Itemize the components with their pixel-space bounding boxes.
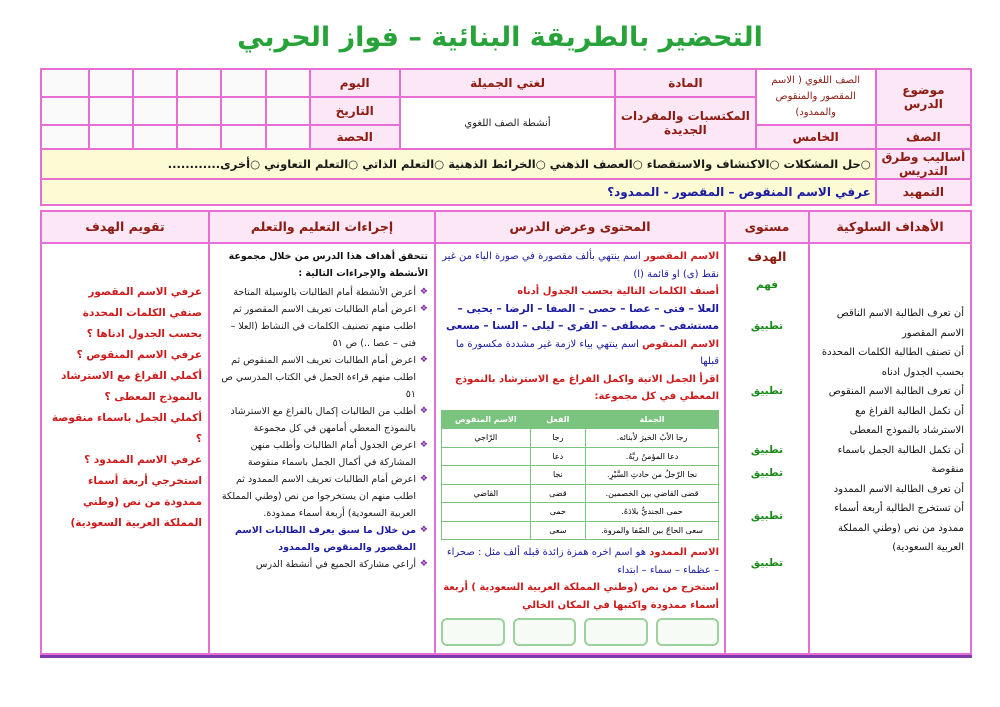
table-row [442, 503, 719, 522]
day-label: اليوم [310, 69, 400, 97]
table-cell[interactable]: القاضي [442, 484, 531, 503]
fill-instruction: اقرأ الجمل الاتية واكمل الفراغ مع الاسترشاد بالنموذج المعطي في كل مجموعة: [454, 373, 719, 402]
level-header: مستوى الهدف [726, 212, 808, 244]
day-cell[interactable] [177, 69, 221, 97]
lesson-header-table [40, 68, 972, 206]
procedure-item: ❖ أعرض الأنشطة أمام الطالبات بالوسيلة المتاحة [216, 284, 428, 301]
subject-value: لغتي الجميلة [400, 69, 615, 97]
table-row [442, 429, 719, 448]
mamdud-term: الاسم الممدود [649, 547, 719, 558]
table-cell: سعى [530, 521, 585, 540]
levels-list [726, 244, 808, 579]
objective-item: أن تعرف الطالبة الاسم الناقص الاسم المقصور [836, 308, 964, 339]
content-body [436, 244, 724, 650]
period-label: الحصة [310, 125, 400, 149]
evaluation-item: أكملي الفراغ مع الاسترشاد بالنموذج المعطى ؟ [61, 370, 202, 403]
skills-value: أنشطة الصف اللغوي [400, 97, 615, 149]
date-cell[interactable] [89, 97, 133, 125]
evaluation-item: صنفي الكلمات المحددة بحسب الجدول ادناها ؟ [82, 307, 202, 340]
manqus-example-table [441, 410, 719, 541]
manqus-definition: اسم ينتهي بياء لازمة غير مشددة مكسورة ما قبلها [455, 338, 719, 367]
procedures-column [208, 212, 434, 653]
table-cell[interactable] [442, 503, 531, 522]
date-cell[interactable] [266, 97, 310, 125]
evaluation-list [42, 244, 208, 540]
answer-box[interactable] [656, 618, 720, 646]
intro-value: عرفي الاسم المنقوص – المقصور - الممدود؟ [41, 179, 876, 205]
date-label: التاريخ [310, 97, 400, 125]
table-cell: دعا [530, 447, 585, 466]
objectives-header: الأهداف السلوكية [810, 212, 970, 244]
objective-item: أن تستخرج الطالبة أربعة أسماء ممدود من نص (وطني المملكة العربية السعودية) [834, 503, 964, 553]
level-item: تطبيق [750, 320, 784, 332]
evaluation-item: استخرجي أربعة أسماء ممدودة من نص (وطني المملكة العربية السعودية) [70, 475, 202, 529]
evaluation-header: تقويم الهدف [42, 212, 208, 244]
table-header: الفعل [530, 410, 585, 429]
grade-label: الصف [876, 125, 971, 149]
table-cell: دعا المؤمنُ ربَّهُ. [586, 447, 719, 466]
evaluation-item: عرفي الاسم المقصور [88, 286, 202, 298]
procedure-item: ❖ من خلال ما سبق يعرف الطالبات الاسم المقصور والمنقوص والممدود [216, 522, 428, 556]
day-cell[interactable] [133, 69, 177, 97]
table-cell[interactable] [442, 521, 531, 540]
subject-label: المادة [615, 69, 755, 97]
day-cell[interactable] [89, 69, 133, 97]
table-cell[interactable] [442, 466, 531, 485]
lesson-body [40, 210, 972, 655]
date-cell[interactable] [133, 97, 177, 125]
period-cell[interactable] [41, 125, 89, 149]
procedure-item: ❖ أطلب من الطالبات إكمال بالفراغ مع الاسترشاد بالنموذج المعطي أمامهن في كل مجموعة [216, 403, 428, 437]
topic-label: موضوع الدرس [876, 69, 971, 125]
table-cell: قضى القاضي بين الخصمين. [586, 484, 719, 503]
answer-box[interactable] [513, 618, 577, 646]
bottom-divider [40, 655, 972, 658]
methods-label: أساليب وطرق التدريس [876, 149, 971, 179]
day-cell[interactable] [41, 69, 89, 97]
table-cell: حمى الجنديُّ بلادَهُ. [586, 503, 719, 522]
procedures-body [210, 244, 434, 577]
objective-item: أن تعرف الطالبة الاسم الممدود [833, 483, 964, 495]
maqsur-term: الاسم المقصور [644, 251, 719, 262]
table-header: الجملة [586, 410, 719, 429]
answer-box[interactable] [441, 618, 505, 646]
date-cell[interactable] [41, 97, 89, 125]
procedure-item: ❖ أراعي مشاركة الجميع في أنشطة الدرس [216, 556, 428, 573]
period-cell[interactable] [221, 125, 265, 149]
level-item: تطبيق [750, 444, 784, 456]
table-header: الاسم المنقوص [442, 410, 531, 429]
manqus-term: الاسم المنقوص [642, 338, 719, 350]
table-cell: رجا [530, 429, 585, 448]
table-cell: رجا الأبُ الخيرَ لأبنائه. [586, 429, 719, 448]
procedure-item: ❖ اعرض أمام الطالبات تعريف الاسم الممدود ثم اطلب منهم ان يستخرجوا من نص (وطني المملكة العربية السعودية) أربعة أسماء ممدودة. [216, 471, 428, 522]
table-cell: سعى الحاجّ بين الصّفا والمروة. [586, 521, 719, 540]
table-cell: نجا الرّجلُ من حادثِ السَّيْرِ. [586, 466, 719, 485]
level-item: فهم [755, 279, 779, 291]
procedure-item: ❖ اعرض الجدول أمام الطالبات وأطلب منهن المشاركة في أكمال الجمل باسماء منقوصة [216, 437, 428, 471]
procedures-header: إجراءات التعليم والتعلم [210, 212, 434, 244]
table-row [442, 466, 719, 485]
maqsur-definition: اسم ينتهي بألف مقصورة في صورة الياء من غير نقط (ى) او قائمة (ا) [442, 251, 719, 280]
date-cell[interactable] [221, 97, 265, 125]
evaluation-column [42, 212, 208, 653]
day-cell[interactable] [266, 69, 310, 97]
table-cell: قضى [530, 484, 585, 503]
period-cell[interactable] [266, 125, 310, 149]
intro-label: التمهيد [876, 179, 971, 205]
answer-box[interactable] [584, 618, 648, 646]
evaluation-item: عرفي الاسم الممدود ؟ [84, 454, 202, 466]
level-column [724, 212, 808, 653]
extract-instruction: استخرج من نص (وطني المملكة العربية السعودية ) أربعة أسماء ممدودة واكتبها في المكان الخالي [443, 582, 719, 611]
word-list: العلا – فتى – عصا – حصى – الصفا – الرضا – يحيى – مستشفى – مصطفى – القرى – ليلى – السنا – مسعى [446, 302, 719, 332]
procedures-intro: تتحقق أهداف هذا الدرس من خلال مجموعة الأنشطة والإجراءات التالية : [228, 251, 428, 279]
mamdud-definition: هو اسم اخره همزة زائدة قبله ألف مثل : صحراء – عظماء – سماء – ابتداء [446, 547, 719, 576]
objectives-list [810, 244, 970, 564]
objective-item: أن تصنف الطالبة الكلمات المحددة بحسب الجدول ادناه [821, 347, 964, 378]
level-item: تطبيق [750, 467, 784, 479]
table-cell: نجا [530, 466, 585, 485]
period-cell[interactable] [133, 125, 177, 149]
table-cell: حمى [530, 503, 585, 522]
evaluation-item: أكملي الجمل باسماء منقوصة ؟ [51, 412, 202, 445]
objective-item: أن تعرف الطالبة الاسم المنقوص [828, 386, 964, 397]
day-cell[interactable] [221, 69, 265, 97]
methods-value: ○حل المشكلات ○الاكتشاف والاستقصاء ○العصف الذهني ○الخرائط الذهنية ○التعلم الذاتي ○التعلم التعاوني ○أخرى............ [41, 149, 876, 179]
objectives-column [808, 212, 970, 653]
procedure-item: ❖ اعرض أمام الطالبات تعريف الاسم المقصور ثم اطلب منهم تصنيف الكلمات في النشاط (العلا – فتى – عصا ..) ص ٥١ [216, 301, 428, 352]
content-header: المحتوى وعرض الدرس [436, 212, 724, 244]
table-cell[interactable] [442, 447, 531, 466]
page-title: التحضير بالطريقة البنائية – فواز الحربي [237, 22, 763, 53]
classify-instruction: أصنف الكلمات التالية بحسب الجدول أدناه [517, 286, 719, 297]
topic-value: الصف اللغوي ( الاسم المقصور والمنقوص والممدود) [756, 69, 876, 125]
procedure-item: ❖ اعرض أمام الطالبات تعريف الاسم المنقوص ثم اطلب منهم قراءة الجمل في الكتاب المدرسي ص ٥١ [216, 352, 428, 403]
grade-value: الخامس [756, 125, 876, 149]
date-cell[interactable] [177, 97, 221, 125]
evaluation-item: عرفي الاسم المنقوص ؟ [76, 349, 202, 361]
table-row [442, 484, 719, 503]
objective-item: أن تكمل الطالبة الجمل باسماء منقوصة [837, 444, 964, 475]
period-cell[interactable] [89, 125, 133, 149]
table-row [442, 447, 719, 466]
level-item: تطبيق [750, 510, 784, 522]
objective-item: أن تكمل الطالبة الفراغ مع الاسترشاد بالنموذج المعطى [849, 405, 964, 436]
level-item: تطبيق [750, 557, 784, 569]
period-cell[interactable] [177, 125, 221, 149]
table-cell[interactable]: الرّاجي [442, 429, 531, 448]
content-column [434, 212, 724, 653]
level-item: تطبيق [750, 385, 784, 397]
answer-boxes [441, 618, 719, 646]
table-row [442, 521, 719, 540]
skills-label: المكتسبات والمفردات الجديدة [615, 97, 755, 149]
